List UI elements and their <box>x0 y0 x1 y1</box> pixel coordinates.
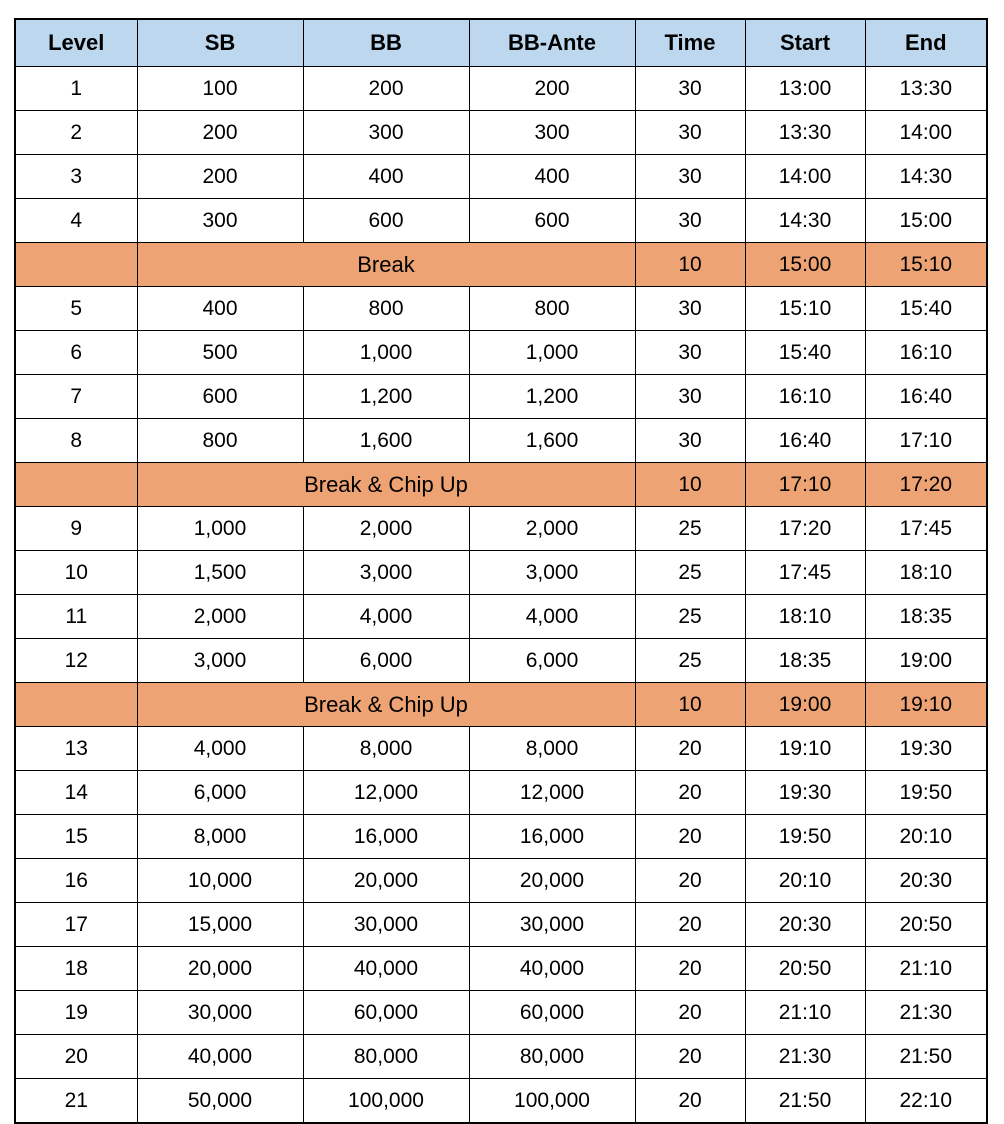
table-header <box>15 19 987 67</box>
cell-sb: 6,000 <box>137 771 303 815</box>
cell-level: 4 <box>15 199 137 243</box>
cell-start: 15:00 <box>745 243 865 287</box>
cell-end: 20:30 <box>865 859 987 903</box>
cell-ante: 100,000 <box>469 1079 635 1124</box>
cell-bb: 4,000 <box>303 595 469 639</box>
cell-end: 18:10 <box>865 551 987 595</box>
cell-level: 10 <box>15 551 137 595</box>
cell-bb: 1,600 <box>303 419 469 463</box>
cell-start: 20:50 <box>745 947 865 991</box>
cell-bb: 2,000 <box>303 507 469 551</box>
cell-sb: 1,000 <box>137 507 303 551</box>
cell-level: 11 <box>15 595 137 639</box>
cell-sb: 3,000 <box>137 639 303 683</box>
cell-sb: 20,000 <box>137 947 303 991</box>
cell-ante: 12,000 <box>469 771 635 815</box>
cell-sb: 200 <box>137 155 303 199</box>
cell-bb: 100,000 <box>303 1079 469 1124</box>
cell-ante: 4,000 <box>469 595 635 639</box>
cell-start: 17:45 <box>745 551 865 595</box>
cell-level: 13 <box>15 727 137 771</box>
column-header-end: End <box>865 19 987 67</box>
table-row <box>15 1079 987 1124</box>
cell-start: 17:10 <box>745 463 865 507</box>
cell-ante: 300 <box>469 111 635 155</box>
break-row-spacer <box>15 683 137 727</box>
cell-time: 30 <box>635 287 745 331</box>
table-row <box>15 551 987 595</box>
cell-start: 13:30 <box>745 111 865 155</box>
table-row <box>15 639 987 683</box>
cell-ante: 6,000 <box>469 639 635 683</box>
cell-start: 17:20 <box>745 507 865 551</box>
table-row <box>15 1035 987 1079</box>
cell-level: 19 <box>15 991 137 1035</box>
cell-level: 8 <box>15 419 137 463</box>
cell-start: 19:50 <box>745 815 865 859</box>
cell-start: 13:00 <box>745 67 865 111</box>
cell-time: 20 <box>635 903 745 947</box>
cell-ante: 40,000 <box>469 947 635 991</box>
cell-sb: 300 <box>137 199 303 243</box>
cell-sb: 8,000 <box>137 815 303 859</box>
cell-level: 16 <box>15 859 137 903</box>
column-header-time: Time <box>635 19 745 67</box>
table-row <box>15 815 987 859</box>
cell-sb: 40,000 <box>137 1035 303 1079</box>
cell-time: 20 <box>635 727 745 771</box>
cell-ante: 60,000 <box>469 991 635 1035</box>
cell-ante: 16,000 <box>469 815 635 859</box>
cell-bb: 16,000 <box>303 815 469 859</box>
cell-sb: 100 <box>137 67 303 111</box>
cell-time: 10 <box>635 243 745 287</box>
cell-sb: 600 <box>137 375 303 419</box>
cell-time: 20 <box>635 859 745 903</box>
cell-level: 2 <box>15 111 137 155</box>
cell-bb: 80,000 <box>303 1035 469 1079</box>
table-row <box>15 67 987 111</box>
break-label: Break <box>137 243 635 287</box>
cell-level: 21 <box>15 1079 137 1124</box>
table-row <box>15 595 987 639</box>
cell-ante: 200 <box>469 67 635 111</box>
cell-time: 10 <box>635 683 745 727</box>
table-row <box>15 991 987 1035</box>
cell-level: 12 <box>15 639 137 683</box>
table-row <box>15 287 987 331</box>
cell-level: 7 <box>15 375 137 419</box>
cell-bb: 20,000 <box>303 859 469 903</box>
cell-level: 3 <box>15 155 137 199</box>
cell-time: 30 <box>635 199 745 243</box>
cell-bb: 30,000 <box>303 903 469 947</box>
cell-bb: 200 <box>303 67 469 111</box>
cell-bb: 40,000 <box>303 947 469 991</box>
cell-level: 20 <box>15 1035 137 1079</box>
cell-bb: 6,000 <box>303 639 469 683</box>
cell-time: 20 <box>635 815 745 859</box>
table-row <box>15 859 987 903</box>
cell-bb: 12,000 <box>303 771 469 815</box>
cell-ante: 1,600 <box>469 419 635 463</box>
cell-sb: 10,000 <box>137 859 303 903</box>
cell-start: 19:10 <box>745 727 865 771</box>
table-body <box>15 67 987 1124</box>
cell-level: 5 <box>15 287 137 331</box>
break-label: Break & Chip Up <box>137 463 635 507</box>
column-header-bb: BB <box>303 19 469 67</box>
table-row <box>15 199 987 243</box>
cell-time: 30 <box>635 67 745 111</box>
cell-end: 21:30 <box>865 991 987 1035</box>
cell-start: 20:30 <box>745 903 865 947</box>
cell-start: 19:00 <box>745 683 865 727</box>
cell-level: 1 <box>15 67 137 111</box>
cell-time: 20 <box>635 771 745 815</box>
cell-ante: 20,000 <box>469 859 635 903</box>
cell-ante: 1,200 <box>469 375 635 419</box>
cell-bb: 800 <box>303 287 469 331</box>
cell-ante: 8,000 <box>469 727 635 771</box>
cell-ante: 400 <box>469 155 635 199</box>
cell-start: 20:10 <box>745 859 865 903</box>
column-header-start: Start <box>745 19 865 67</box>
cell-time: 25 <box>635 507 745 551</box>
cell-start: 15:10 <box>745 287 865 331</box>
cell-sb: 500 <box>137 331 303 375</box>
cell-level: 9 <box>15 507 137 551</box>
cell-time: 30 <box>635 331 745 375</box>
cell-end: 17:20 <box>865 463 987 507</box>
cell-sb: 2,000 <box>137 595 303 639</box>
cell-end: 17:45 <box>865 507 987 551</box>
cell-time: 30 <box>635 111 745 155</box>
table-row <box>15 771 987 815</box>
cell-start: 18:10 <box>745 595 865 639</box>
cell-end: 14:30 <box>865 155 987 199</box>
table-row <box>15 331 987 375</box>
cell-time: 30 <box>635 419 745 463</box>
table-row <box>15 727 987 771</box>
table-row <box>15 375 987 419</box>
cell-level: 14 <box>15 771 137 815</box>
cell-sb: 50,000 <box>137 1079 303 1124</box>
cell-end: 15:00 <box>865 199 987 243</box>
column-header-sb: SB <box>137 19 303 67</box>
cell-time: 30 <box>635 155 745 199</box>
cell-end: 22:10 <box>865 1079 987 1124</box>
table-row-break <box>15 463 987 507</box>
cell-end: 19:00 <box>865 639 987 683</box>
cell-level: 18 <box>15 947 137 991</box>
break-row-spacer <box>15 463 137 507</box>
cell-time: 25 <box>635 595 745 639</box>
table-row <box>15 947 987 991</box>
cell-level: 15 <box>15 815 137 859</box>
table-row-break <box>15 243 987 287</box>
table-row <box>15 111 987 155</box>
cell-time: 10 <box>635 463 745 507</box>
cell-end: 19:30 <box>865 727 987 771</box>
cell-ante: 3,000 <box>469 551 635 595</box>
table-row <box>15 419 987 463</box>
cell-ante: 80,000 <box>469 1035 635 1079</box>
cell-level: 17 <box>15 903 137 947</box>
cell-sb: 1,500 <box>137 551 303 595</box>
cell-end: 16:40 <box>865 375 987 419</box>
cell-end: 19:10 <box>865 683 987 727</box>
cell-bb: 400 <box>303 155 469 199</box>
cell-sb: 4,000 <box>137 727 303 771</box>
cell-time: 20 <box>635 1035 745 1079</box>
column-header-level: Level <box>15 19 137 67</box>
cell-start: 14:30 <box>745 199 865 243</box>
cell-bb: 3,000 <box>303 551 469 595</box>
cell-start: 16:40 <box>745 419 865 463</box>
cell-end: 17:10 <box>865 419 987 463</box>
cell-start: 21:50 <box>745 1079 865 1124</box>
table-row <box>15 903 987 947</box>
cell-time: 20 <box>635 991 745 1035</box>
cell-start: 21:30 <box>745 1035 865 1079</box>
table-header-row <box>15 19 987 67</box>
table-row <box>15 155 987 199</box>
cell-end: 14:00 <box>865 111 987 155</box>
cell-ante: 600 <box>469 199 635 243</box>
cell-bb: 1,000 <box>303 331 469 375</box>
cell-start: 16:10 <box>745 375 865 419</box>
blind-structure-table <box>14 18 988 1124</box>
column-header-bb-ante: BB-Ante <box>469 19 635 67</box>
cell-start: 14:00 <box>745 155 865 199</box>
cell-ante: 1,000 <box>469 331 635 375</box>
cell-end: 21:50 <box>865 1035 987 1079</box>
cell-end: 15:10 <box>865 243 987 287</box>
table-row-break <box>15 683 987 727</box>
cell-sb: 200 <box>137 111 303 155</box>
cell-sb: 30,000 <box>137 991 303 1035</box>
cell-bb: 8,000 <box>303 727 469 771</box>
cell-start: 19:30 <box>745 771 865 815</box>
cell-bb: 300 <box>303 111 469 155</box>
cell-time: 20 <box>635 1079 745 1124</box>
cell-sb: 400 <box>137 287 303 331</box>
cell-time: 25 <box>635 639 745 683</box>
break-row-spacer <box>15 243 137 287</box>
cell-end: 15:40 <box>865 287 987 331</box>
cell-bb: 600 <box>303 199 469 243</box>
cell-time: 20 <box>635 947 745 991</box>
cell-end: 13:30 <box>865 67 987 111</box>
cell-bb: 1,200 <box>303 375 469 419</box>
cell-bb: 60,000 <box>303 991 469 1035</box>
break-label: Break & Chip Up <box>137 683 635 727</box>
cell-end: 16:10 <box>865 331 987 375</box>
cell-sb: 15,000 <box>137 903 303 947</box>
cell-end: 20:50 <box>865 903 987 947</box>
cell-start: 18:35 <box>745 639 865 683</box>
cell-ante: 30,000 <box>469 903 635 947</box>
cell-ante: 800 <box>469 287 635 331</box>
cell-start: 21:10 <box>745 991 865 1035</box>
cell-time: 25 <box>635 551 745 595</box>
table-row <box>15 507 987 551</box>
cell-sb: 800 <box>137 419 303 463</box>
cell-end: 19:50 <box>865 771 987 815</box>
cell-end: 21:10 <box>865 947 987 991</box>
cell-start: 15:40 <box>745 331 865 375</box>
cell-time: 30 <box>635 375 745 419</box>
cell-end: 20:10 <box>865 815 987 859</box>
cell-ante: 2,000 <box>469 507 635 551</box>
cell-level: 6 <box>15 331 137 375</box>
cell-end: 18:35 <box>865 595 987 639</box>
